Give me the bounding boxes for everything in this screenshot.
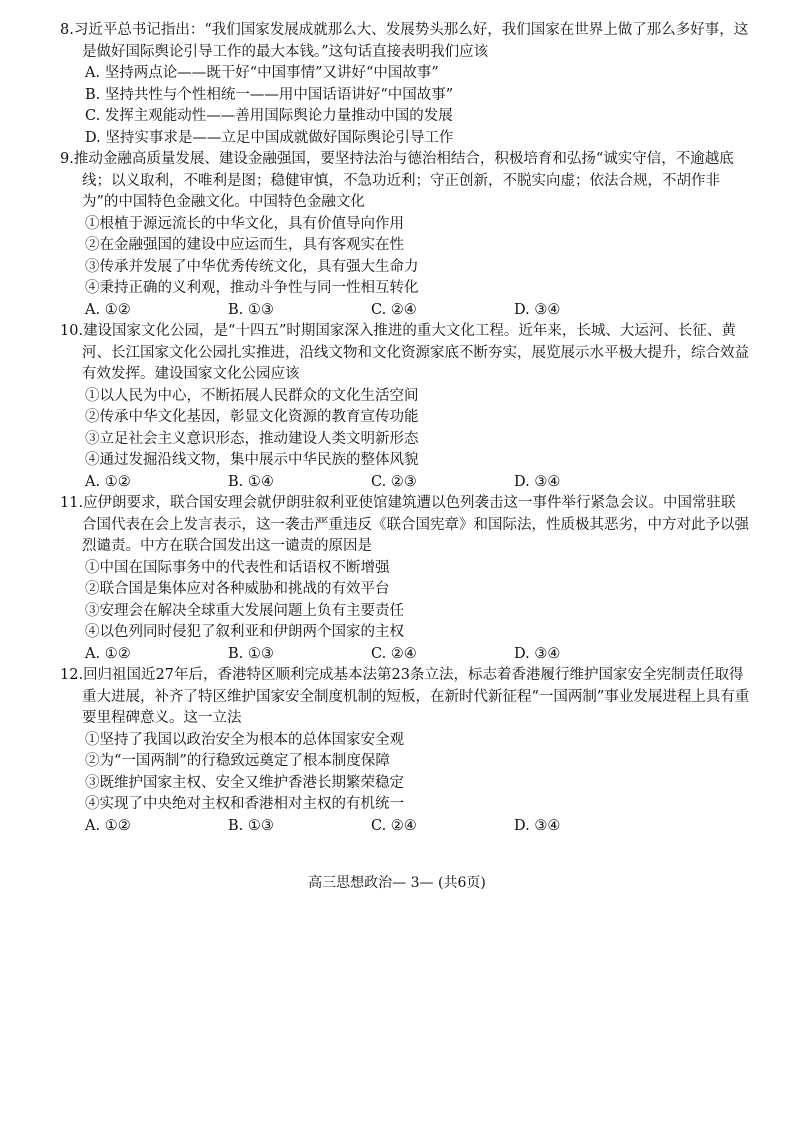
question-text: 回归祖国近27年后，香港特区顺利完成基本法第23条立法，标志着香港履行维护国家安全宪制责任取得重大进展，补齐了特区维护国家安全制度机制的短板，在新时代新征程“一国两制”事业发展进程上具有重要里程碑意义。这一立法	[82, 667, 750, 726]
question-text: 建设国家文化公园，是“十四五”时期国家深入推进的重大文化工程。近年来，长城、大运河、长征、黄河、长江国家文化公园扎实推进，沿线文物和文化资源家底不断夯实，展览展示水平极大提升，综合效益有效发挥。建设国家文化公园应该	[82, 323, 749, 382]
question-9	[60, 149, 750, 321]
option-c: C. 发挥主观能动性——善用国际舆论力量推动中国的发展	[85, 108, 453, 124]
question-stem	[60, 493, 750, 558]
question-10	[60, 321, 750, 493]
option-a: A. 坚持两点论——既干好“中国事情”又讲好“中国故事”	[85, 65, 439, 81]
answer-choices	[60, 644, 750, 666]
choice-c: C. ②④	[371, 817, 417, 834]
choice-c: C. ②④	[371, 301, 417, 318]
statement-2: ②在金融强国的建设中应运而生，具有客观实在性	[85, 237, 404, 253]
question-12	[60, 665, 750, 837]
question-number: 10.	[60, 323, 84, 339]
statement-4: ④以色列同时侵犯了叙利亚和伊朗两个国家的主权	[85, 624, 404, 640]
option-b: B. 坚持共性与个性相统一——用中国话语讲好“中国故事”	[85, 86, 454, 103]
statement-1: ①坚持了我国以政治安全为根本的总体国家安全观	[85, 731, 404, 748]
choice-d: D. ③④	[514, 817, 561, 834]
choice-b: B. ①④	[228, 473, 274, 490]
exam-page	[60, 20, 750, 837]
statement-2: ②传承中华文化基因，彰显文化资源的教育宣传功能	[85, 409, 419, 425]
statement-3: ③既维护国家主权、安全又维护香港长期繁荣稳定	[85, 774, 404, 791]
statement-2: ②联合国是集体应对各种威胁和挑战的有效平台	[85, 581, 390, 597]
statement-1: ①以人民为中心，不断拓展人民群众的文化生活空间	[85, 387, 419, 404]
choice-a: A. ①②	[85, 645, 131, 662]
answer-choices	[60, 472, 750, 494]
choice-a: A. ①②	[85, 301, 131, 318]
question-number: 8.	[60, 22, 74, 38]
page-footer: 高三思想政治— 3— (共6页)	[308, 875, 486, 891]
statement-3: ③安理会在解决全球重大发展问题上负有主要责任	[85, 602, 404, 619]
choice-d: D. ③④	[514, 473, 561, 490]
choice-d: D. ③④	[514, 301, 561, 318]
question-stem	[60, 665, 750, 730]
question-text: 应伊朗要求，联合国安理会就伊朗驻叙利亚使馆建筑遭以色列袭击这一事件举行紧急会议。中国常驻联合国代表在会上发言表示，这一袭击严重违反《联合国宪章》和国际法，性质极其恶劣，中方对此予以强烈谴责。中方在联合国发出这一谴责的原因是	[82, 495, 749, 554]
statement-3: ③传承并发展了中华优秀传统文化，具有强大生命力	[85, 258, 419, 275]
statement-2: ②为“一国两制”的行稳致远奠定了根本制度保障	[85, 753, 390, 769]
answer-choices	[60, 816, 750, 838]
statement-4: ④通过发掘沿线文物，集中展示中华民族的整体风貌	[85, 452, 419, 468]
answer-choices	[60, 300, 750, 322]
question-number: 9.	[60, 151, 74, 167]
choice-a: A. ①②	[85, 473, 131, 490]
choice-a: A. ①②	[85, 817, 131, 834]
question-text: 习近平总书记指出：“我们国家发展成就那么大、发展势头那么好，我们国家在世界上做了那么多好事，这是做好国际舆论引导工作的最大本钱。”这句话直接表明我们应该	[73, 22, 749, 60]
statement-4: ④秉持正确的义利观，推动斗争性与同一性相互转化	[85, 280, 419, 296]
statement-1: ①根植于源远流长的中华文化，具有价值导向作用	[85, 215, 404, 232]
choice-c: C. ②④	[371, 645, 417, 662]
choice-b: B. ①③	[228, 301, 274, 318]
statement-1: ①中国在国际事务中的代表性和话语权不断增强	[85, 559, 390, 576]
choice-d: D. ③④	[514, 645, 561, 662]
option-d: D. 坚持实事求是——立足中国成就做好国际舆论引导工作	[85, 129, 454, 146]
question-8	[60, 20, 750, 149]
question-11	[60, 493, 750, 665]
question-stem	[60, 149, 750, 214]
statement-3: ③立足社会主义意识形态，推动建设人类文明新形态	[85, 430, 419, 447]
choice-c: C. ②③	[371, 473, 417, 490]
choice-b: B. ①③	[228, 645, 274, 662]
question-number: 12.	[60, 667, 84, 683]
statement-4: ④实现了中央绝对主权和香港相对主权的有机统一	[85, 796, 404, 812]
question-stem	[60, 20, 750, 63]
question-text: 推动金融高质量发展、建设金融强国，要坚持法治与德治相结合，积极培育和弘扬“诚实守信，不逾越底线；以义取利，不唯利是图；稳健审慎，不急功近利；守正创新，不脱实向虚；依法合规，不胡作非为”的中国特色金融文化。中国特色金融文化	[73, 151, 734, 210]
question-stem	[60, 321, 750, 386]
choice-b: B. ①③	[228, 817, 274, 834]
question-number: 11.	[60, 495, 84, 511]
